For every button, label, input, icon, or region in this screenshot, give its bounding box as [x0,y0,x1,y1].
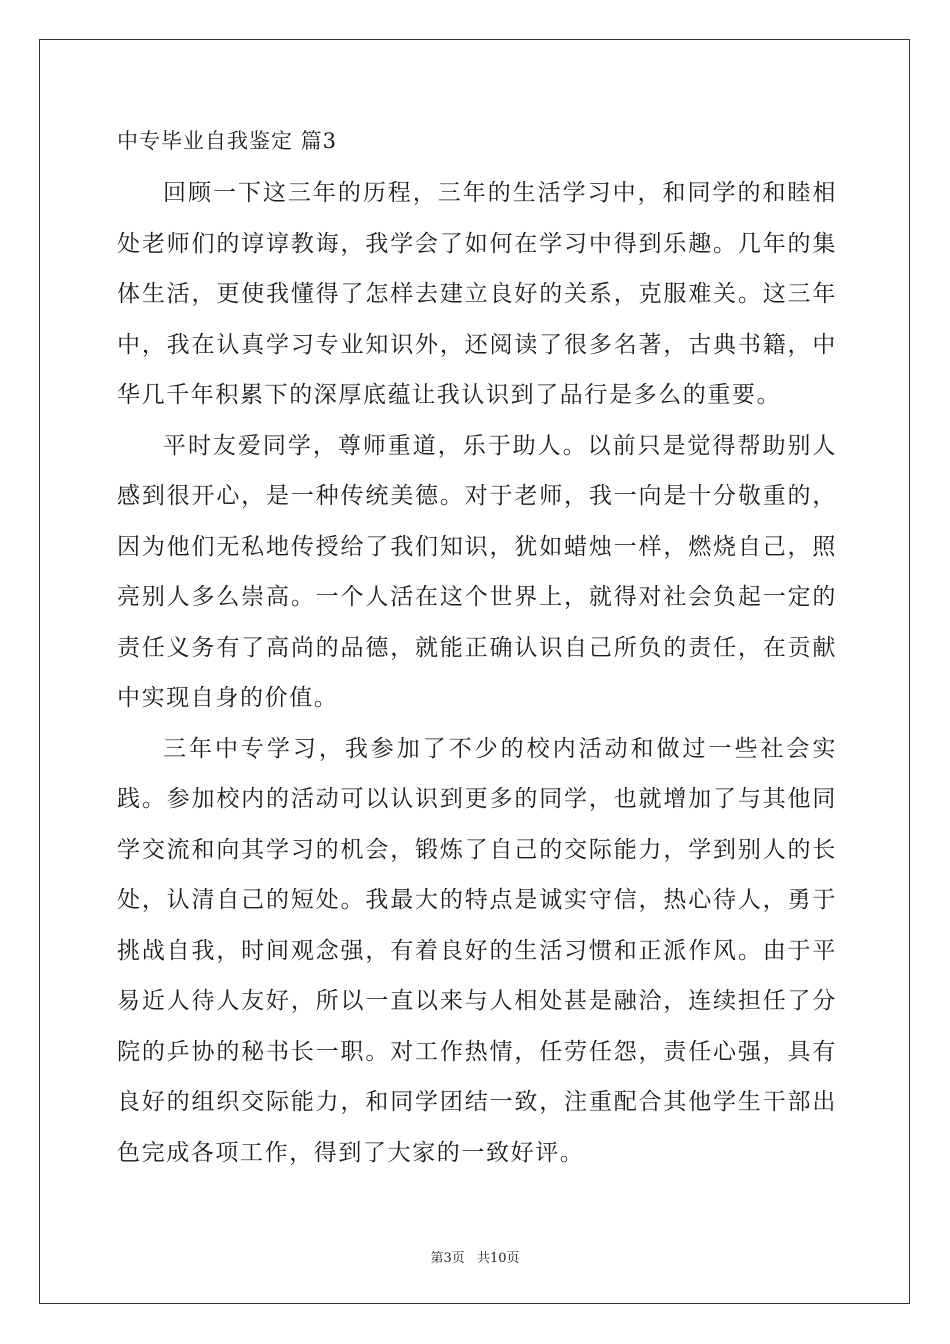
document-title: 中专毕业自我鉴定 篇3 [117,129,338,153]
page-footer [0,1247,950,1266]
page-total: 共10页 [476,1251,520,1266]
document-body [117,128,837,1178]
paragraph-2: 平时友爱同学，尊师重道，乐于助人。以前只是觉得帮助别人感到很开心，是一种传统美德。对于老师，我一向是十分敬重的，因为他们无私地传授给了我们知识，犹如蜡烛一样，燃烧自己，照亮别人多么崇高。一个人活在这个世界上，就得对社会负起一定的责任义务有了高尚的品德，就能正确认识自己所负的责任，在贡献中实现自身的价值。 [117,432,837,711]
paragraph-1: 回顾一下这三年的历程，三年的生活学习中，和同学的和睦相处老师们的谆谆教诲，我学会了如何在学习中得到乐趣。几年的集体生活，更使我懂得了怎样去建立良好的关系，克服难关。这三年中，我在认真学习专业知识外，还阅读了很多名著，古典书籍，中华几千年积累下的深厚底蕴让我认识到了品行是多么的重要。 [117,180,837,408]
page-number: 第3页 [430,1251,465,1266]
paragraph-3: 三年中专学习，我参加了不少的校内活动和做过一些社会实践。参加校内的活动可以认识到更多的同学，也就增加了与其他同学交流和向其学习的机会，锻炼了自己的交际能力，学到别人的长处，认清自己的短处。我最大的特点是诚实守信，热心待人，勇于挑战自我，时间观念强，有着良好的生活习惯和正派作风。由于平易近人待人友好，所以一直以来与人相处甚是融洽，连续担任了分院的乒协的秘书长一职。对工作热情，任劳任怨，责任心强，具有良好的组织交际能力，和同学团结一致，注重配合其他学生干部出色完成各项工作，得到了大家的一致好评。 [117,735,837,1166]
